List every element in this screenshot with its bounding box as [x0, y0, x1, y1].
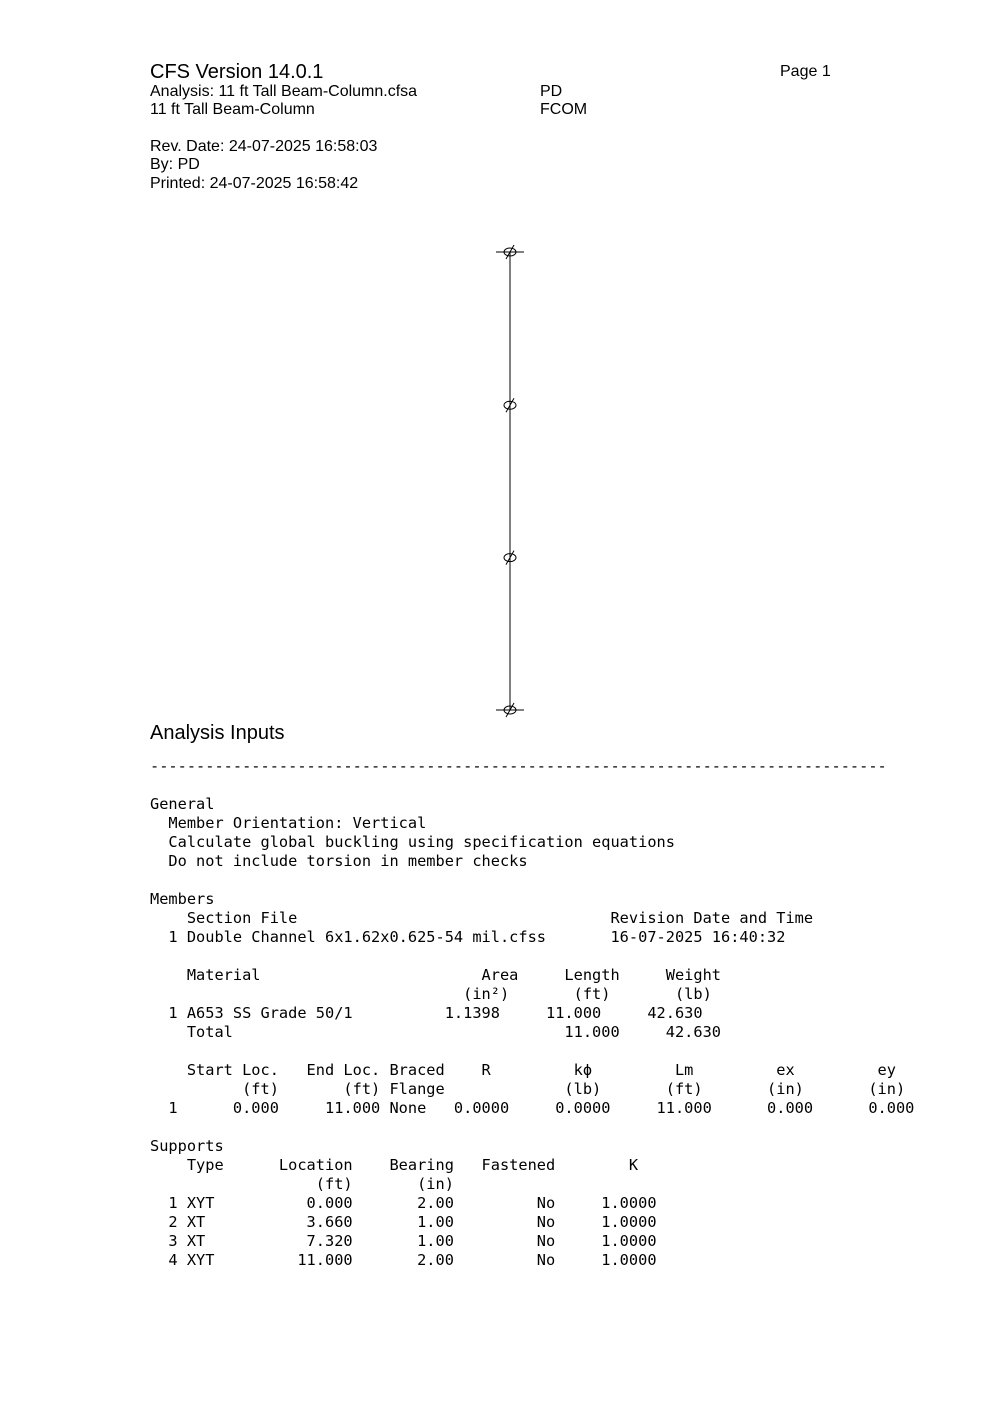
members-material-units: (in²) (ft) (lb)	[150, 985, 712, 1003]
supports-units: (ft) (in)	[150, 1175, 454, 1193]
revision-date: Rev. Date: 24-07-2025 16:58:03	[150, 138, 378, 155]
member-elevation-diagram	[480, 235, 540, 725]
supports-heading: Supports	[150, 1137, 224, 1155]
blank-line	[150, 871, 914, 890]
author: By: PD	[150, 156, 200, 173]
members-heading: Members	[150, 890, 215, 908]
document-title: CFS Version 14.0.1	[150, 61, 324, 83]
general-heading: General	[150, 795, 215, 813]
members-section-header: Section File Revision Date and Time	[150, 909, 814, 927]
supports-header: Type Location Bearing Fastened K	[150, 1156, 639, 1174]
supports-row: 1 XYT 0.000 2.00 No 1.0000	[150, 1194, 657, 1212]
general-line-torsion: Do not include torsion in member checks	[150, 852, 528, 870]
company-name: FCOM	[540, 101, 588, 118]
analysis-file-name: Analysis: 11 ft Tall Beam-Column.cfsa	[150, 83, 418, 100]
general-line-orientation: Member Orientation: Vertical	[150, 814, 427, 832]
section-title-analysis-inputs: Analysis Inputs	[150, 722, 285, 744]
members-material-row: 1 A653 SS Grade 50/1 1.1398 11.000 42.630	[150, 1004, 703, 1022]
members-section-row: 1 Double Channel 6x1.62x0.625-54 mil.cfss 16-07-2025 16:40:32	[150, 928, 786, 946]
members-material-total: Total 11.000 42.630	[150, 1023, 721, 1041]
designer-initials: PD	[540, 83, 563, 100]
general-line-buckling: Calculate global buckling using specification equations	[150, 833, 675, 851]
supports-row: 3 XT 7.320 1.00 No 1.0000	[150, 1232, 657, 1250]
blank-line	[150, 1118, 914, 1137]
blank-line	[150, 947, 914, 966]
members-span-units: (ft) (ft) Flange (lb) (ft) (in) (in)	[150, 1080, 906, 1098]
blank-line	[150, 776, 914, 795]
section-divider: --------------------------------------------------------------------------------	[150, 757, 887, 775]
members-span-row: 1 0.000 11.000 None 0.0000 0.0000 11.000 0.000 0.000	[150, 1099, 915, 1117]
page-number: Page 1	[780, 63, 831, 80]
supports-row: 4 XYT 11.000 2.00 No 1.0000	[150, 1251, 657, 1269]
members-material-header: Material Area Length Weight	[150, 966, 721, 984]
members-span-header: Start Loc. End Loc. Braced R kϕ Lm ex ey	[150, 1061, 896, 1079]
project-name: 11 ft Tall Beam-Column	[150, 101, 315, 118]
analysis-inputs-report	[150, 738, 914, 1289]
supports-row: 2 XT 3.660 1.00 No 1.0000	[150, 1213, 657, 1231]
blank-line	[150, 1042, 914, 1061]
printed-date: Printed: 24-07-2025 16:58:42	[150, 175, 359, 192]
